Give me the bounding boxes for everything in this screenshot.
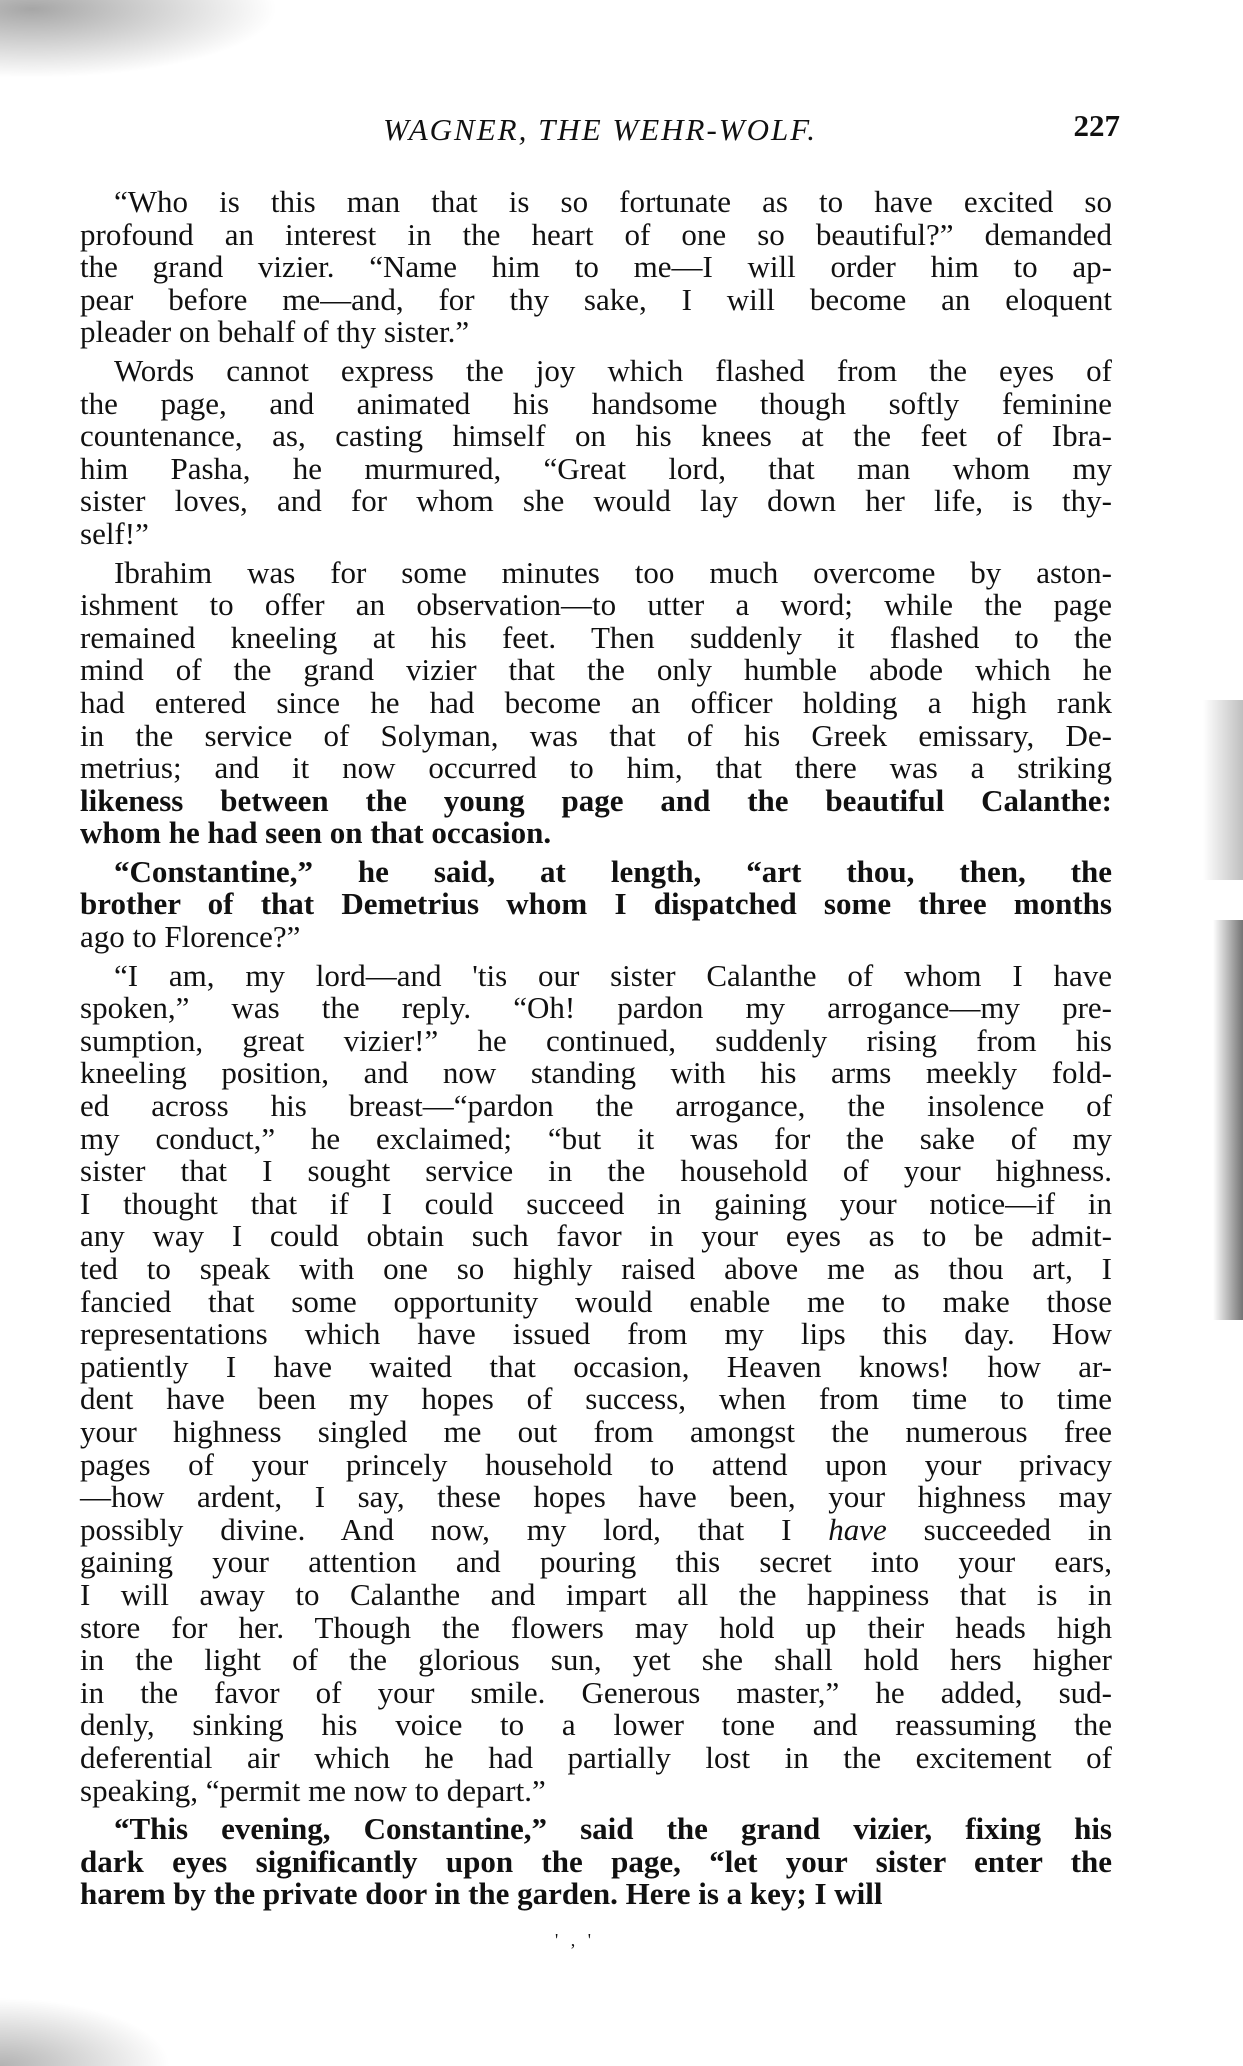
scan-noise-bottom-left	[0, 1986, 200, 2066]
text-line: kneeling position, and now standing with his arms meekly fold-	[80, 1055, 1112, 1091]
text-line: “I am, my lord—and 'tis our sister Calanthe of whom I have	[114, 957, 1112, 993]
text-line: I will away to Calanthe and impart all the happiness that is in	[80, 1576, 1112, 1612]
text-line: pages of your princely household to attend upon your privacy	[80, 1446, 1112, 1482]
page-number: 227	[1073, 108, 1120, 143]
body-text	[80, 186, 1112, 1917]
text-line: gaining your attention and pouring this secret into your ears,	[80, 1544, 1112, 1580]
text-line: “Who is this man that is so fortunate as to have excited so	[114, 184, 1112, 219]
text-line: him Pasha, he murmured, “Great lord, that man whom my	[80, 450, 1112, 486]
text-line: remained kneeling at his feet. Then suddenly it flashed to the	[80, 619, 1112, 655]
text-line: whom he had seen on that occasion.	[80, 815, 552, 851]
text-line: any way I could obtain such favor in your eyes as to be admit-	[80, 1218, 1112, 1254]
text-line: dark eyes significantly upon the page, “let your sister enter the	[80, 1843, 1112, 1879]
text-line: store for her. Though the flowers may hold up their heads high	[80, 1609, 1112, 1645]
text-line: spoken,” was the reply. “Oh! pardon my arrogance—my pre-	[80, 990, 1112, 1026]
text-segment: succeeded in	[886, 1511, 1112, 1547]
text-line: sumption, great vizier!” he continued, suddenly rising from his	[80, 1022, 1112, 1058]
text-line: pleader on behalf of thy sister.”	[80, 314, 470, 350]
text-line: in the favor of your smile. Generous master,” he added, sud-	[80, 1674, 1112, 1710]
text-line: patiently I have waited that occasion, Heaven knows! how ar-	[80, 1348, 1112, 1384]
text-line: Ibrahim was for some minutes too much overcome by aston-	[114, 554, 1112, 590]
text-line	[80, 1511, 1112, 1547]
text-line: profound an interest in the heart of one so beautiful?” demanded	[80, 216, 1112, 252]
text-line: pear before me—and, for thy sake, I will become an eloquent	[80, 281, 1112, 317]
text-line: my conduct,” he exclaimed; “but it was for the sake of my	[80, 1120, 1112, 1156]
text-line: ted to speak with one so highly raised above me as thou art, I	[80, 1251, 1112, 1286]
scan-noise-top-left	[0, 0, 320, 90]
text-segment: possibly divine. And now, my lord, that I	[80, 1511, 829, 1547]
footer-mark: ' , '	[555, 1930, 595, 1950]
text-line: —how ardent, I say, these hopes have been, your highness may	[80, 1479, 1112, 1515]
paragraph	[80, 1813, 1112, 1911]
text-line: I thought that if I could succeed in gaining your notice—if in	[80, 1185, 1112, 1221]
paragraph	[80, 554, 1112, 851]
paragraph	[80, 352, 1112, 551]
running-title: WAGNER, THE WEHR-WOLF.	[383, 112, 817, 147]
text-line: in the service of Solyman, was that of his Greek emissary, De-	[80, 717, 1112, 753]
text-line: speaking, “permit me now to depart.”	[80, 1772, 546, 1808]
scan-noise-right-edge	[1213, 920, 1243, 1320]
italic-emphasis: have	[828, 1511, 887, 1547]
text-line: ago to Florence?”	[80, 919, 301, 955]
text-line: the page, and animated his handsome though softly feminine	[80, 385, 1112, 421]
text-line: brother of that Demetrius whom I dispatched some three months	[80, 886, 1112, 922]
text-line: deferential air which he had partially lost in the excitement of	[80, 1739, 1112, 1775]
text-line: your highness singled me out from amongst the numerous free	[80, 1413, 1112, 1449]
paragraph	[80, 957, 1112, 1808]
text-line: ishment to offer an observation—to utter a word; while the page	[80, 587, 1112, 623]
text-line: sister loves, and for whom she would lay down her life, is thy-	[80, 483, 1112, 519]
scan-noise-right-edge-upper	[1203, 700, 1243, 880]
text-line: in the light of the glorious sun, yet she shall hold hers higher	[80, 1642, 1112, 1678]
text-line: “Constantine,” he said, at length, “art thou, then, the	[114, 853, 1112, 889]
text-line: likeness between the young page and the beautiful Calanthe:	[80, 782, 1112, 818]
text-line: had entered since he had become an officer holding a high rank	[80, 684, 1112, 720]
text-line: Words cannot express the joy which flashed from the eyes of	[114, 352, 1112, 388]
text-line: the grand vizier. “Name him to me—I will order him to ap-	[80, 249, 1112, 285]
text-line: dent have been my hopes of success, when from time to time	[80, 1381, 1112, 1417]
paragraph	[80, 186, 1112, 349]
text-line: representations which have issued from my lips this day. How	[80, 1316, 1112, 1352]
page-header	[80, 108, 1120, 152]
text-line: mind of the grand vizier that the only humble abode which he	[80, 652, 1112, 688]
text-line: countenance, as, casting himself on his knees at the feet of Ibra-	[80, 418, 1112, 454]
text-line: sister that I sought service in the household of your highness.	[80, 1153, 1112, 1189]
text-line: self!”	[80, 515, 149, 551]
text-line: harem by the private door in the garden. Here is a key; I will	[80, 1876, 883, 1912]
text-line: fancied that some opportunity would enable me to make those	[80, 1283, 1112, 1319]
text-line: metrius; and it now occurred to him, that there was a striking	[80, 750, 1112, 786]
text-line: denly, sinking his voice to a lower tone and reassuming the	[80, 1707, 1112, 1743]
text-line: ed across his breast—“pardon the arrogance, the insolence of	[80, 1088, 1112, 1124]
paragraph	[80, 853, 1112, 955]
text-line: “This evening, Constantine,” said the grand vizier, fixing his	[114, 1811, 1112, 1847]
